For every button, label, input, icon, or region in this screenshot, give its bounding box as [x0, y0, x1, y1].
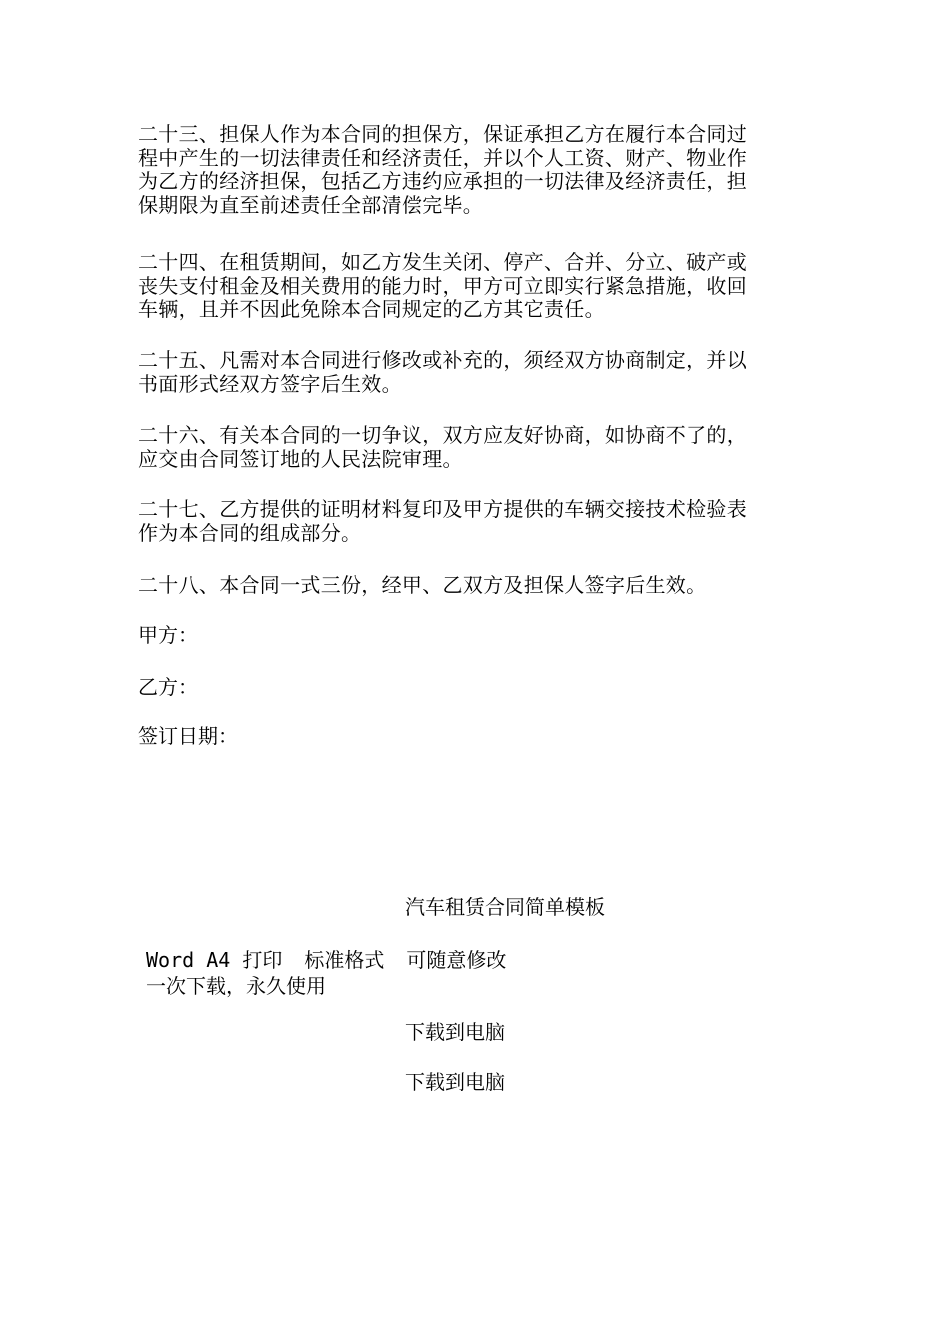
clause-line: 保期限为直至前述责任全部清偿完毕。	[138, 192, 484, 217]
clause-line: 二十五、凡需对本合同进行修改或补充的，须经双方协商制定，并以	[138, 348, 747, 372]
promo-standard: 标准格式	[304, 948, 385, 972]
promo-format: Word A4 打印	[146, 948, 283, 972]
promo-text	[146, 947, 506, 999]
clause-26	[138, 424, 814, 471]
clause-line: 应交由合同签订地的人民法院审理。	[138, 446, 463, 471]
clause-24	[138, 251, 814, 322]
template-title: 汽车租赁合同简单模板	[405, 895, 605, 919]
clause-line: 二十六、有关本合同的一切争议，双方应友好协商，如协商不了的，	[138, 423, 747, 447]
clause-28	[138, 574, 814, 598]
clause-line: 为乙方的经济担保，包括乙方违约应承担的一切法律及经济责任，担	[138, 169, 747, 193]
clause-line: 丧失支付租金及相关费用的能力时，甲方可立即实行紧急措施，收回	[138, 273, 747, 298]
clause-line: 程中产生的一切法律责任和经济责任，并以个人工资、财产、物业作	[138, 145, 747, 170]
promo-line-2: 一次下载，永久使用	[146, 974, 326, 998]
clause-line: 书面形式经双方签字后生效。	[138, 371, 402, 396]
clause-line: 车辆，且并不因此免除本合同规定的乙方其它责任。	[138, 297, 605, 321]
clause-25	[138, 349, 814, 396]
clause-line: 二十三、担保人作为本合同的担保方，保证承担乙方在履行本合同过	[138, 122, 747, 146]
clause-line: 二十四、在租赁期间，如乙方发生关闭、停产、合并、分立、破产或	[138, 250, 747, 274]
party-a-label: 甲方：	[138, 623, 198, 647]
clause-line: 二十七、乙方提供的证明材料复印及甲方提供的车辆交接技术检验表	[138, 497, 747, 521]
promo-line-1	[146, 947, 506, 973]
clause-line: 作为本合同的组成部分。	[138, 520, 362, 545]
clause-line: 二十八、本合同一式三份，经甲、乙双方及担保人签字后生效。	[138, 573, 707, 597]
clause-27	[138, 498, 814, 545]
promo-editable: 可随意修改	[406, 948, 507, 972]
sign-date-label: 签订日期：	[138, 724, 238, 748]
download-link-2[interactable]: 下载到电脑	[405, 1070, 505, 1094]
clause-23	[138, 123, 814, 217]
party-b-label: 乙方：	[138, 675, 198, 699]
download-link-1[interactable]: 下载到电脑	[405, 1020, 505, 1044]
